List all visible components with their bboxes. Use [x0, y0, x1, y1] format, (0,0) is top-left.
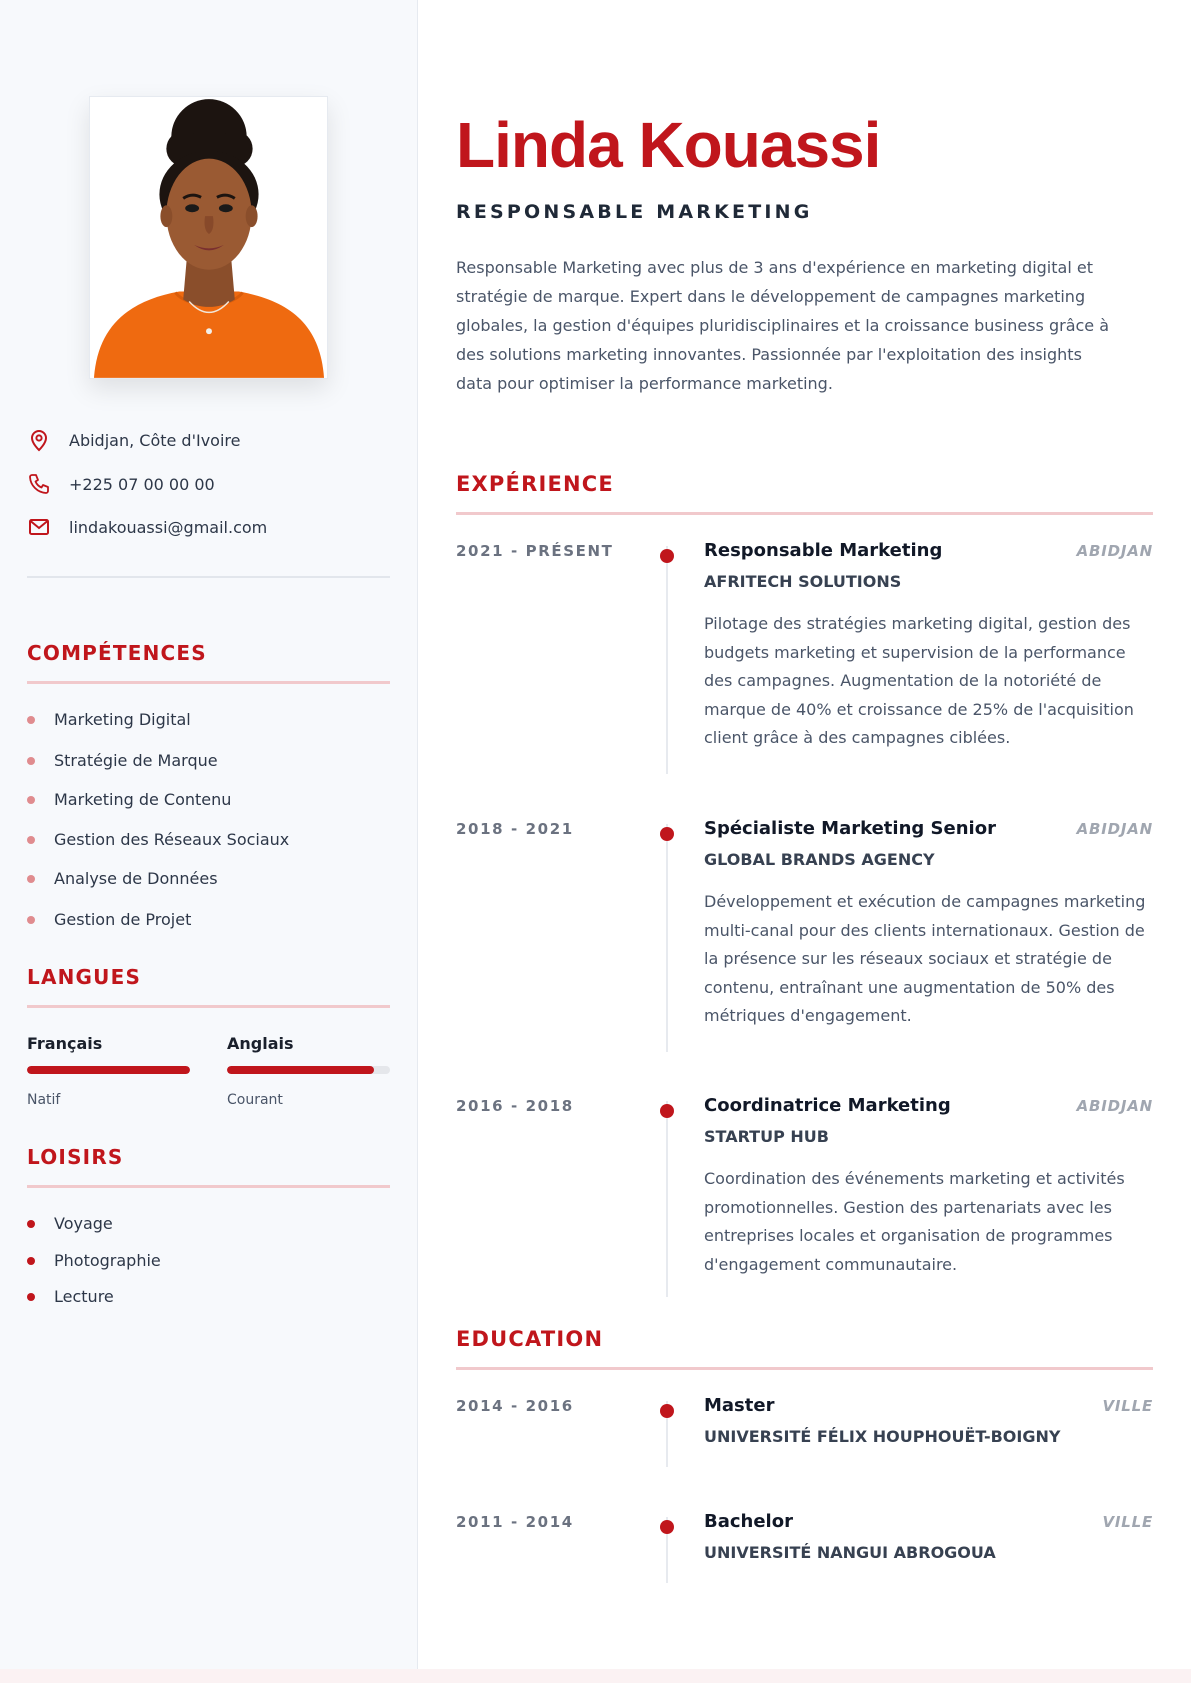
timeline-node [660, 1520, 674, 1534]
languages-heading: LANGUES [27, 965, 142, 989]
entry-title: Spécialiste Marketing Senior [704, 818, 996, 839]
language-name: Anglais [227, 1034, 294, 1053]
entry-company: AFRITECH SOLUTIONS [704, 572, 902, 591]
language-name: Français [27, 1034, 103, 1053]
entry-location: ABIDJAN [1076, 820, 1153, 838]
hobbies-heading: LOISIRS [27, 1145, 124, 1169]
bullet-dot [27, 1220, 35, 1228]
timeline-node [660, 1404, 674, 1418]
entry-location: ABIDJAN [1076, 542, 1153, 560]
bullet-dot [27, 1257, 35, 1265]
skill-item: Marketing Digital [27, 710, 191, 729]
mail-icon [27, 515, 51, 539]
entry-company: STARTUP HUB [704, 1127, 829, 1146]
entry-dates: 2018 - 2021 [456, 820, 574, 838]
language-level-fill [27, 1066, 190, 1074]
language-level-label: Courant [227, 1092, 283, 1108]
bullet-dot [27, 757, 35, 765]
entry-description: Pilotage des stratégies marketing digital, gestion des budgets marketing et supervision de la performance des campagnes. Augmentation de la notoriété de marque de 40% et croissance de 25% de l'acquisition client grâce à des campagnes ciblées. [704, 614, 1134, 747]
experience-rule [456, 512, 1153, 515]
entry-dates: 2016 - 2018 [456, 1097, 574, 1115]
email-text[interactable]: lindakouassi@gmail.com [69, 517, 268, 537]
contact-email[interactable] [27, 515, 397, 539]
profile-photo [89, 96, 328, 379]
hobby-item: Voyage [27, 1214, 113, 1233]
entry-title: Bachelor [704, 1511, 793, 1532]
entry-location: ABIDJAN [1076, 1097, 1153, 1115]
bullet-dot [27, 1293, 35, 1301]
timeline-node [660, 827, 674, 841]
candidate-name: Linda Kouassi [456, 109, 881, 181]
entry-title: Coordinatrice Marketing [704, 1095, 951, 1116]
language-level-bar [227, 1066, 390, 1074]
location-text: Abidjan, Côte d'Ivoire [69, 430, 241, 450]
language-level-label: Natif [27, 1092, 61, 1108]
entry-school: UNIVERSITÉ NANGUI ABROGOUA [704, 1543, 996, 1562]
bullet-dot [27, 836, 35, 844]
entry-description: Développement et exécution de campagnes marketing multi-canal pour des clients internationaux. Gestion de la présence sur les réseaux sociaux et stratégie de contenu, entraînant une augmentation de 50% des métriques d'engagement. [704, 892, 1146, 1025]
bullet-dot [27, 875, 35, 883]
contact-location [27, 428, 397, 452]
timeline-node [660, 1104, 674, 1118]
entry-title: Master [704, 1395, 775, 1416]
language-english [227, 1034, 390, 1114]
entry-dates: 2014 - 2016 [456, 1397, 574, 1415]
skill-item: Analyse de Données [27, 869, 218, 888]
sidebar [0, 0, 418, 1683]
bullet-dot [27, 916, 35, 924]
timeline-line [666, 824, 668, 1052]
candidate-role: RESPONSABLE MARKETING [456, 201, 813, 223]
skill-item: Stratégie de Marque [27, 751, 218, 770]
hobby-item: Photographie [27, 1251, 161, 1270]
bullet-dot [27, 796, 35, 804]
language-level-bar [27, 1066, 190, 1074]
hobbies-rule [27, 1185, 390, 1188]
skills-rule [27, 681, 390, 684]
phone-text[interactable]: +225 07 00 00 00 [69, 474, 215, 494]
entry-title: Responsable Marketing [704, 540, 943, 561]
hobby-item: Lecture [27, 1287, 114, 1306]
entry-dates: 2011 - 2014 [456, 1513, 574, 1531]
profile-summary: Responsable Marketing avec plus de 3 ans d'expérience en marketing digital et stratégie de marque. Expert dans le développement de campagnes marketing globales, la gestion d'équipes pluridisciplinaires et la croissance business grâce à des solutions marketing innovantes. Passionnée par l'exploitation des insights data pour optimiser la performance marketing. [456, 258, 1110, 393]
experience-heading: EXPÉRIENCE [456, 472, 614, 496]
timeline-line [666, 1101, 668, 1297]
bullet-dot [27, 716, 35, 724]
skills-heading: COMPÉTENCES [27, 641, 207, 665]
entry-location: VILLE [1102, 1513, 1153, 1531]
timeline-line [666, 546, 668, 774]
language-level-fill [227, 1066, 374, 1074]
entry-dates: 2021 - PRÉSENT [456, 542, 614, 560]
page-footer-strip [0, 1669, 1191, 1683]
language-french [27, 1034, 190, 1114]
languages-rule [27, 1005, 390, 1008]
timeline-node [660, 549, 674, 563]
entry-description: Coordination des événements marketing et activités promotionnelles. Gestion des partenariats avec les entreprises locales et organisation de programmes d'engagement communautaire. [704, 1169, 1125, 1274]
contact-divider [27, 576, 390, 578]
skill-item: Marketing de Contenu [27, 790, 231, 809]
entry-school: UNIVERSITÉ FÉLIX HOUPHOUËT-BOIGNY [704, 1427, 1061, 1446]
contact-phone[interactable] [27, 472, 397, 496]
education-heading: EDUCATION [456, 1327, 604, 1351]
entry-company: GLOBAL BRANDS AGENCY [704, 850, 935, 869]
phone-icon [27, 472, 51, 496]
education-rule [456, 1367, 1153, 1370]
map-pin-icon [27, 428, 51, 452]
skill-item: Gestion des Réseaux Sociaux [27, 830, 289, 849]
entry-location: VILLE [1102, 1397, 1153, 1415]
skill-item: Gestion de Projet [27, 910, 191, 929]
